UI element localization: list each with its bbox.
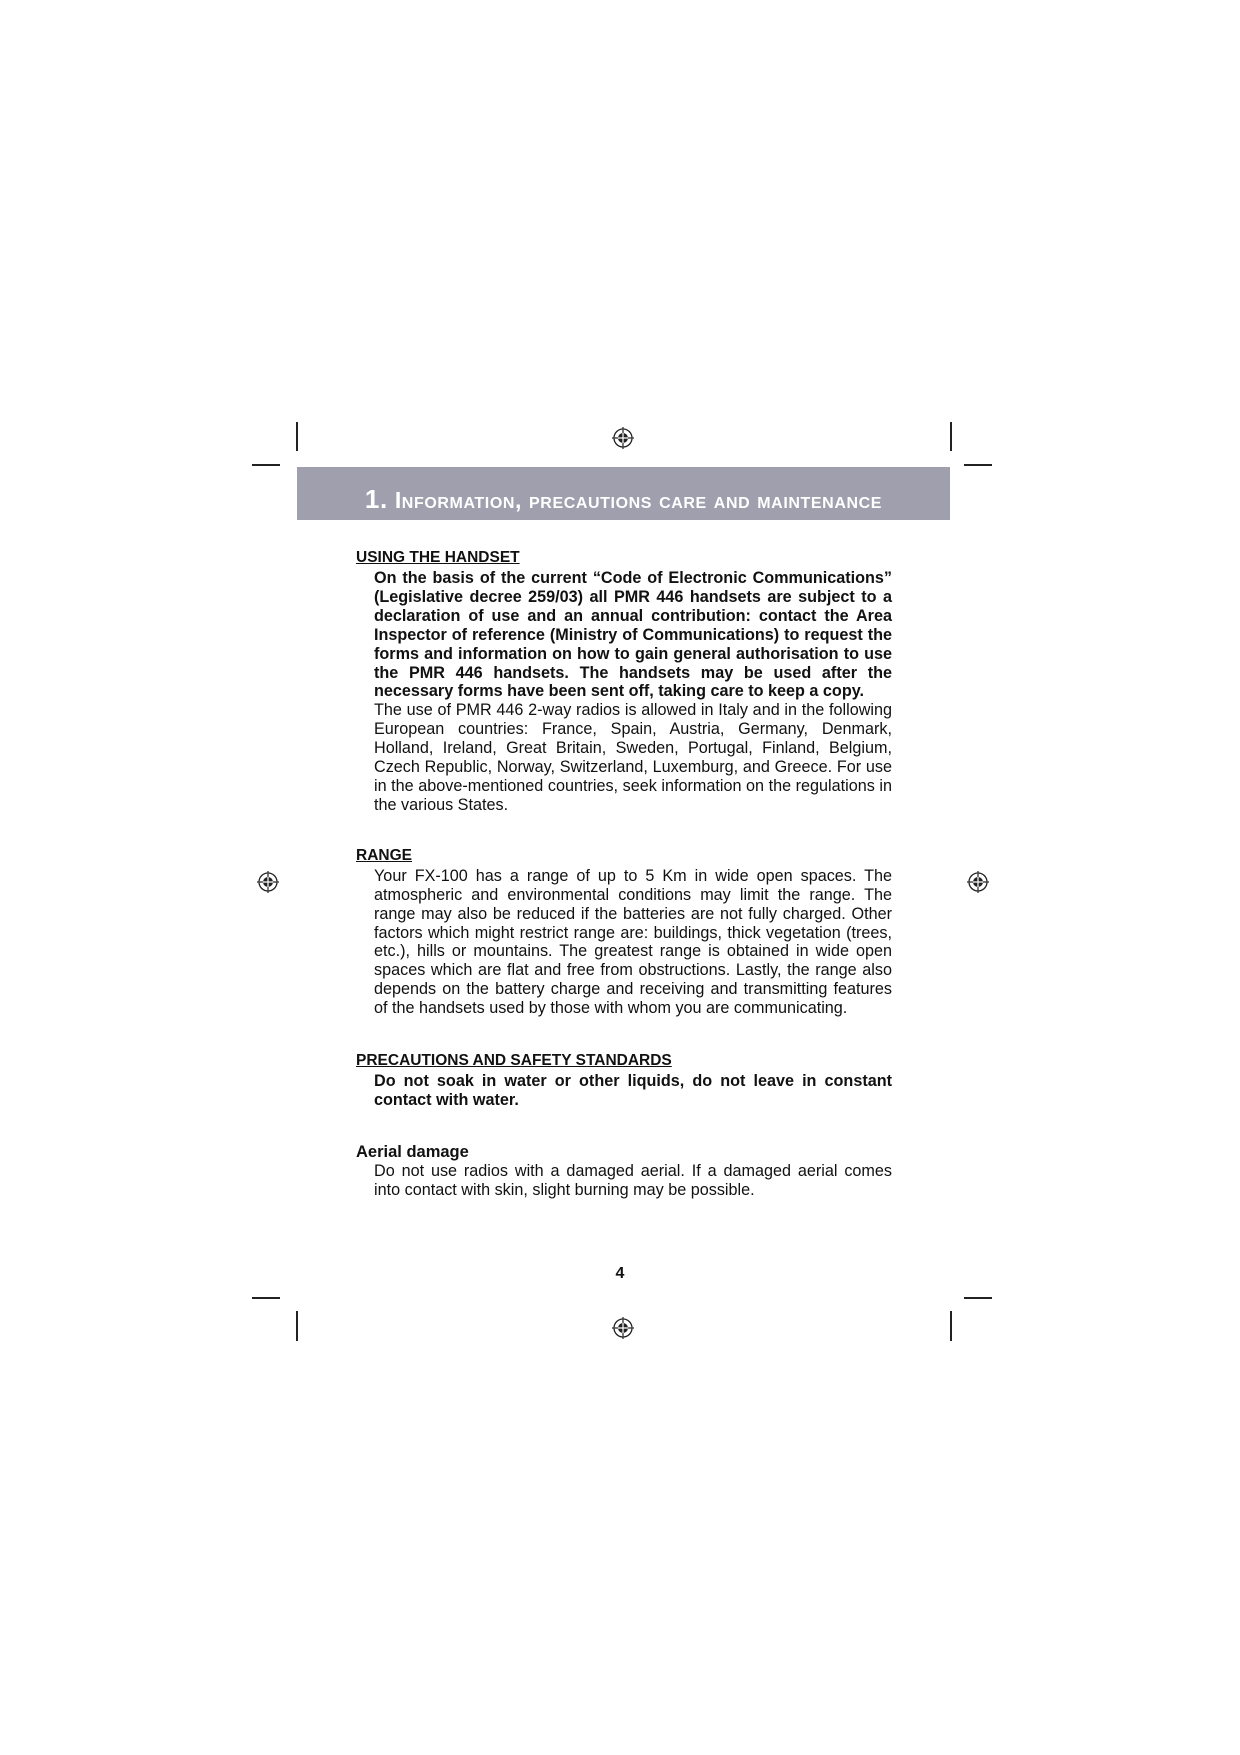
crop-mark	[252, 464, 280, 466]
registration-mark-icon	[967, 871, 989, 893]
range-paragraph: Your FX-100 has a range of up to 5 Km in wide open spaces. The atmospheric and environmental conditions may limit the range. The range may also be reduced if the batteries are not fully charged. Other factors which might restrict range are: buildings, thick vegetation (trees, etc.), hills or mountains. The greatest range is obtained in wide open spaces which are flat and free from obstructions. Lastly, the range also depends on the battery charge and receiving and transmitting features of the handsets used by those with whom you are communicating.	[374, 866, 892, 1018]
page-number: 4	[615, 1265, 625, 1282]
section-title-using-handset: USING THE HANDSET	[356, 549, 520, 566]
aerial-damage-paragraph: Do not use radios with a damaged aerial. If a damaged aerial comes into contact with skin, slight burning may be possible.	[374, 1161, 892, 1199]
spacer	[356, 815, 892, 846]
chapter-number: 1.	[364, 484, 388, 514]
precautions-bold-paragraph: Do not soak in water or other liquids, do not leave in constant contact with water.	[374, 1072, 892, 1109]
using-handset-bold-paragraph: On the basis of the current “Code of Electronic Communications” (Legislative decree 259/03) all PMR 446 handsets are subject to a declaration of use and an annual contribution: contact the Area Inspector of reference (Ministry of Communications) to request the forms and information on how to gain general authorisation to use the PMR 446 handsets. The handsets may be used after the necessary forms have been sent off, taking care to keep a copy.	[374, 569, 892, 701]
crop-mark	[252, 1297, 280, 1299]
spacer	[356, 1018, 892, 1051]
crop-mark	[964, 1297, 992, 1299]
crop-mark	[296, 422, 298, 451]
registration-mark-icon	[257, 871, 279, 893]
aerial-damage-heading: Aerial damage	[356, 1142, 469, 1161]
chapter-header-bar	[297, 467, 950, 520]
section-title-range: RANGE	[356, 846, 412, 864]
crop-mark	[950, 1311, 952, 1341]
chapter-title	[297, 484, 950, 515]
spacer	[356, 1110, 892, 1142]
registration-mark-icon	[612, 427, 634, 449]
crop-mark	[296, 1311, 298, 1341]
crop-mark	[950, 422, 952, 451]
chapter-title-text: Information, precautions care and maintenance	[394, 487, 883, 513]
using-handset-paragraph: The use of PMR 446 2-way radios is allowed in Italy and in the following European countries: France, Spain, Austria, Germany, Denmark, Holland, Ireland, Great Britain, Sweden, Portugal, Finland, Belgium, Czech Republic, Norway, Switzerland, Luxemburg, and Greece. For use in the above-mentioned countries, seek information on the regulations in the various States.	[374, 701, 892, 814]
page-content	[356, 548, 892, 1200]
crop-mark	[964, 464, 992, 466]
section-title-precautions: PRECAUTIONS AND SAFETY STANDARDS	[356, 1052, 672, 1070]
registration-mark-icon	[612, 1317, 634, 1339]
